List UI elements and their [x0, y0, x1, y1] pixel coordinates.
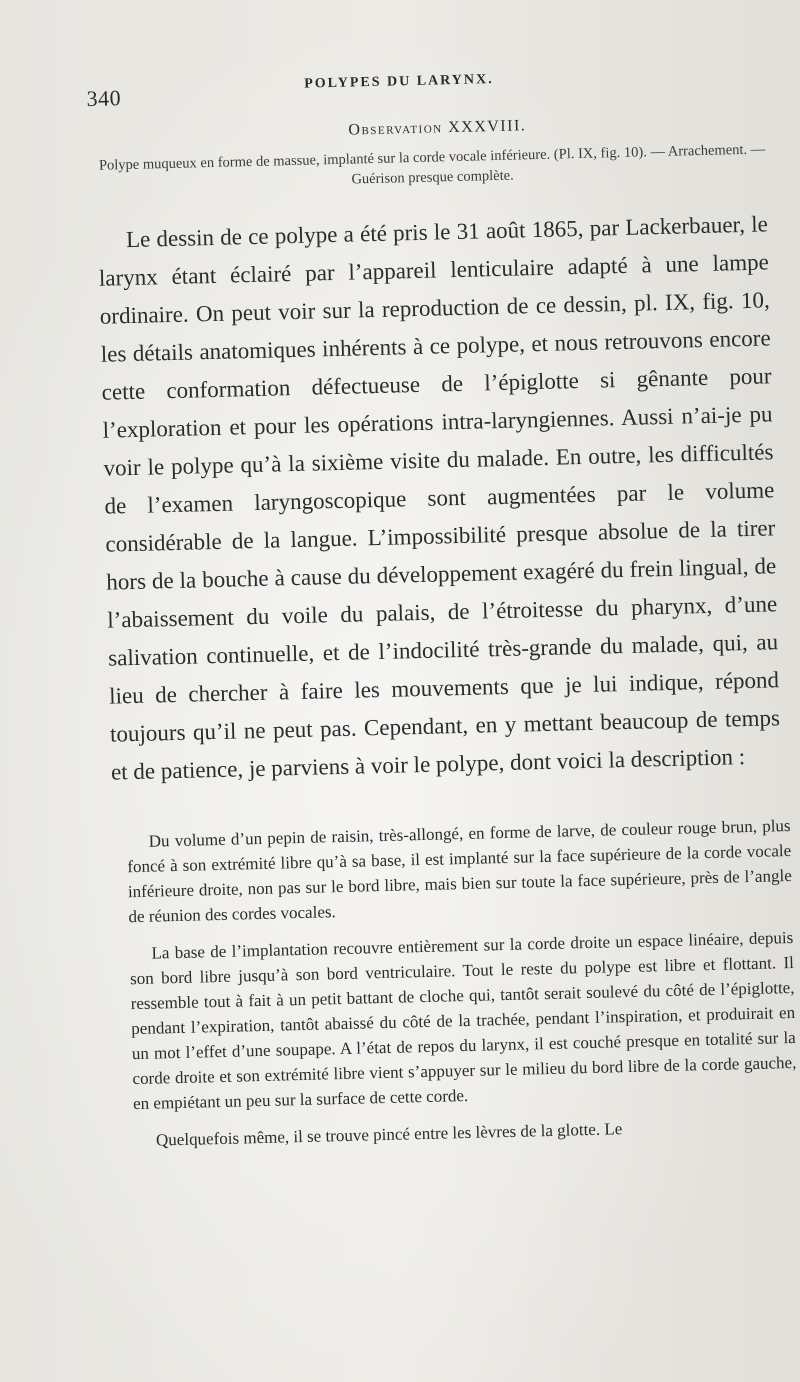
running-head: POLYPES DU LARYNX.: [304, 72, 494, 92]
description-paragraph-2: La base de l’implantation recouvre entièrement sur la corde droite un espace linéaire, depuis son bord libre jusqu’à son bord ventriculaire. Tout le reste du polype est libre et flottant. Il ressemble tout à fait à un petit battant de cloche qui, tantôt serait soulevé du côté de l’épiglotte, pendant l’expiration, tantôt abaissé du côté de la trachée, pendant l’inspiration, et produirait en un mot l’effet d’une soupape. A l’état de repos du larynx, il est couché presque en totalité sur la corde droite et son extrémité libre vient s’appuyer sur le milieu du bord libre de la corde gauche, en empiétant un peu sur la surface de cette corde.: [129, 927, 797, 1114]
description-paragraph-1: Du volume d’un pepin de raisin, très-allongé, en forme de larve, de couleur rouge brun, plus foncé à son extrémité libre qu’à sa base, il est implanté sur la face supérieure de la corde vocale inférieure droite, non pas sur le bord libre, mais bien sur toute la face supérieure, près de l’angle de réunion des cordes vocales.: [127, 816, 792, 927]
page-number: 340: [86, 85, 122, 111]
page-header: [86, 60, 747, 112]
observation-subtitle: Polype muqueux en forme de massue, implanté sur la corde vocale inférieure. (Pl. IX, fig. 10). — Arrachement. — Guérison presque complète.: [98, 141, 766, 188]
observation-title: Observation XXXVIII.: [348, 117, 527, 139]
description-paragraph-3: Quelquefois même, il se trouve pincé entre les lèvres de la glotte. Le: [155, 1119, 623, 1150]
description-block: [126, 813, 798, 1153]
main-paragraph: Le dessin de ce polype a été pris le 31 août 1865, par Lackerbauer, le larynx étant éclairé par l’appareil lenticulaire adapté à une lampe ordinaire. On peut voir sur la reproduction de ce dessin, pl. IX, fig. 10, les détails anatomiques inhérents à ce polype, et nous retrouvons encore cette conformation défectueuse de l’épiglotte si gênante pour l’exploration et pour les opérations intra-laryngiennes. Aussi n’ai-je pu voir le polype qu’à la sixième visite du malade. En outre, les difficultés de l’examen laryngoscopique sont augmentées par le volume considérable de la langue. L’impossibilité presque absolue de la tirer hors de la bouche à cause du développement exagéré du frein lingual, de l’abaissement du voile du palais, de l’étroitesse du pharynx, d’une salivation continuelle, et de l’indocilité très-grande du malade, qui, au lieu de chercher à faire les mouvements que je lui indique, répond toujours qu’il ne peut pas. Cependant, en y mettant beaucoup de temps et de patience, je parviens à voir le polype, dont voici la description :: [98, 211, 781, 785]
page-content: [86, 60, 797, 1166]
